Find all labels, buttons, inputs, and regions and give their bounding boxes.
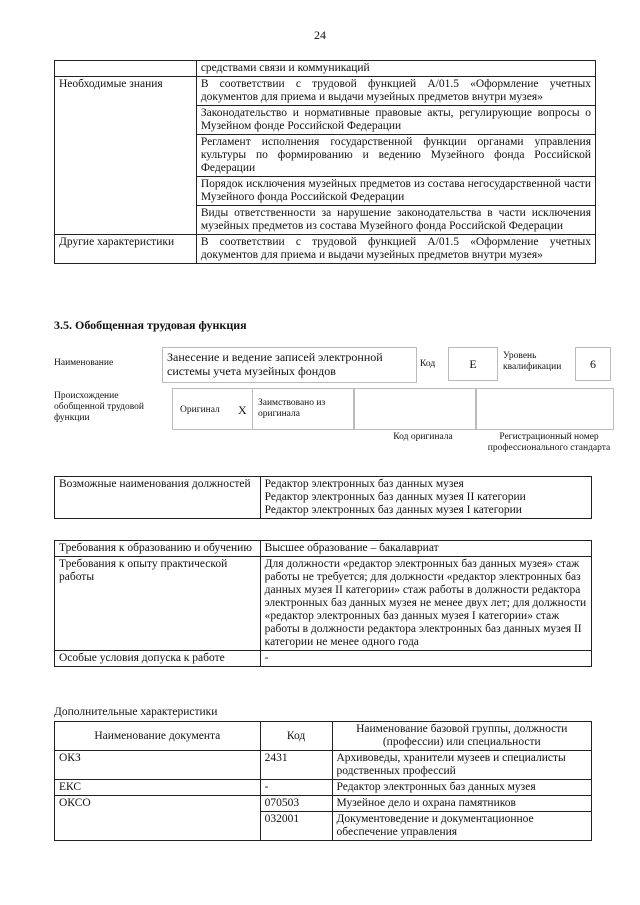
table-cell: - (260, 651, 591, 667)
level-label: Уровень квалификации (503, 351, 562, 372)
table-cell: Для должности «редактор электронных баз данных музея» стаж работы не требуется; для должности «редактор электронных баз данных музея II категории» стаж работы в должности редактора электронных баз данных музея не менее двух лет; для должности «редактор электронных баз данных музея I категории» стаж работы в должности редактора электронных баз данных музея II категории не менее одного года (260, 557, 591, 651)
row-label: Особые условия допуска к работе (55, 651, 261, 667)
table-cell: - (260, 780, 332, 796)
column-header: Наименование документа (55, 722, 261, 751)
table-cell: ОКЗ (55, 751, 261, 780)
row-label: Возможные наименования должностей (55, 477, 261, 519)
table-row (55, 235, 596, 264)
table-cell: средствами связи и коммуникаций (196, 61, 595, 77)
additional-title: Дополнительные характеристики (54, 706, 218, 718)
positions-table (54, 476, 592, 519)
table-cell: 2431 (260, 751, 332, 780)
table-row (55, 751, 592, 780)
positions-list (260, 477, 591, 519)
reg-number-label: Регистрационный номер профессионального стандарта (487, 432, 611, 453)
page-number: 24 (314, 28, 326, 42)
additional-table (54, 721, 592, 841)
table-header-row (55, 722, 592, 751)
table-cell: Архивоведы, хранители музеев и специалисты родственных профессий (332, 751, 592, 780)
position-item: Редактор электронных баз данных музея II категории (264, 491, 526, 503)
table-cell: Виды ответственности за нарушение законодательства в части исключения музейных предметов из состава Музейного фонда Российской Федерации (196, 206, 595, 235)
table-row (55, 651, 592, 667)
row-label: Необходимые знания (55, 77, 197, 235)
table-cell (55, 61, 197, 77)
table-row (55, 541, 592, 557)
column-header: Код (260, 722, 332, 751)
code-label: Код (420, 359, 436, 369)
table-row (55, 77, 596, 106)
reg-number-box (476, 388, 614, 430)
table-row (55, 780, 592, 796)
table-cell: 070503 (260, 796, 332, 812)
code-original-label: Код оригинала (393, 432, 453, 442)
table-cell: Законодательство и нормативные правовые акты, регулирующие вопросы о Музейном фонде Российской Федерации (196, 106, 595, 135)
section-title: 3.5. Обобщенная трудовая функция (54, 318, 247, 332)
original-mark: X (238, 403, 247, 417)
origin-divider (252, 388, 253, 430)
row-label: Другие характеристики (55, 235, 197, 264)
table-cell: Регламент исполнения государственной функции органами управления культуры по формированию и ведению Музейного фонда Российской Федерации (196, 135, 595, 177)
knowledge-table (54, 60, 596, 264)
table-cell: В соответствии с трудовой функцией А/01.5 «Оформление учетных документов для приема и выдачи музейных предметов внутри музея» (196, 77, 595, 106)
table-cell: ОКСО (55, 796, 261, 841)
requirements-table (54, 540, 592, 667)
table-row (55, 557, 592, 651)
level-value: 6 (575, 347, 611, 381)
table-row (55, 477, 592, 519)
name-value: Занесение и ведение записей электронной системы учета музейных фондов (162, 347, 417, 383)
row-label: Требования к опыту практической работы (55, 557, 261, 651)
table-cell: Музейное дело и охрана памятников (332, 796, 592, 812)
column-header: Наименование базовой группы, должности (профессии) или специальности (332, 722, 592, 751)
table-cell: В соответствии с трудовой функцией А/01.5 «Оформление учетных документов для приема и выдачи музейных предметов внутри музея» (196, 235, 595, 264)
table-cell: 032001 (260, 812, 332, 841)
origin-label: Происхождение обобщенной трудовой функции (54, 391, 144, 423)
position-item: Редактор электронных баз данных музея I категории (264, 504, 522, 516)
table-cell: Порядок исключения музейных предметов из состава негосударственной части Музейного фонда Российской Федерации (196, 177, 595, 206)
code-value: Е (448, 347, 498, 381)
table-cell: ЕКС (55, 780, 261, 796)
position-item: Редактор электронных баз данных музея (264, 478, 464, 490)
table-cell: Высшее образование – бакалавриат (260, 541, 591, 557)
table-row (55, 61, 596, 77)
original-label: Оригинал (180, 405, 220, 415)
table-cell: Документоведение и документационное обеспечение управления (332, 812, 592, 841)
name-label: Наименование (54, 358, 114, 368)
borrowed-label: Заимствовано из оригинала (258, 398, 326, 419)
table-cell: Редактор электронных баз данных музея (332, 780, 592, 796)
code-original-box (354, 388, 476, 430)
row-label: Требования к образованию и обучению (55, 541, 261, 557)
table-row (55, 796, 592, 812)
